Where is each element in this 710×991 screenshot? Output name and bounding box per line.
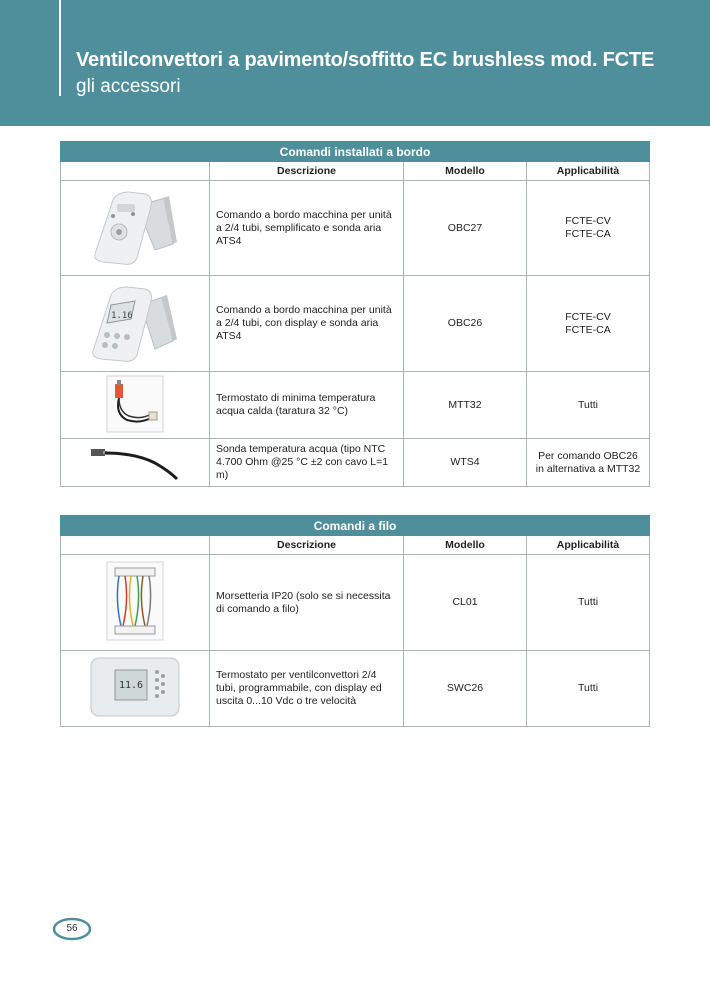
- product-image: [61, 651, 210, 727]
- wall-thermostat-icon: [85, 654, 185, 720]
- row-model: MTT32: [404, 372, 527, 439]
- applicability-line: Tutti: [578, 596, 599, 608]
- row-description: Termostato di minima temperatura acqua calda (taratura 32 °C): [210, 372, 404, 439]
- thermostat-cable-icon: [105, 374, 165, 434]
- product-image: [61, 181, 210, 276]
- row-applicability: [527, 181, 650, 276]
- temperature-probe-icon: [85, 441, 185, 481]
- col-modello: Modello: [404, 536, 527, 555]
- row-applicability: [527, 276, 650, 372]
- col-image: [61, 162, 210, 181]
- product-image: [61, 439, 210, 487]
- applicability-line: Tutti: [578, 682, 599, 694]
- row-description: Sonda temperatura acqua (tipo NTC 4.700 Ohm @25 °C ±2 con cavo L=1 m): [210, 439, 404, 487]
- row-applicability: [527, 439, 650, 487]
- control-panel-display-icon: [85, 279, 185, 365]
- table-row: [61, 372, 650, 439]
- display-readout: 1.16: [111, 311, 133, 321]
- product-image: [61, 555, 210, 651]
- row-description: Comando a bordo macchina per unità a 2/4 tubi, semplificato e sonda aria ATS4: [210, 181, 404, 276]
- row-model: OBC26: [404, 276, 527, 372]
- wired-controls-table: [60, 515, 650, 727]
- row-description: Comando a bordo macchina per unità a 2/4 tubi, con display e sonda aria ATS4: [210, 276, 404, 372]
- applicability-line: FCTE-CA: [565, 323, 611, 336]
- row-description: Morsetteria IP20 (solo se si necessita di comando a filo): [210, 555, 404, 651]
- table-row: [61, 651, 650, 727]
- row-model: SWC26: [404, 651, 527, 727]
- table-row: [61, 555, 650, 651]
- row-model: OBC27: [404, 181, 527, 276]
- applicability-line: Tutti: [577, 398, 599, 411]
- row-description: Termostato per ventilconvettori 2/4 tubi, programmabile, con display ed uscita 0...10 Vdc o tre velocità: [210, 651, 404, 727]
- applicability-line: FCTE-CA: [565, 228, 611, 240]
- col-descrizione: Descrizione: [210, 536, 404, 555]
- control-panel-simple-icon: [85, 184, 185, 270]
- table-row: [61, 181, 650, 276]
- col-descrizione: Descrizione: [210, 162, 404, 181]
- page-number: 56: [66, 923, 78, 934]
- row-model: WTS4: [404, 439, 527, 487]
- row-applicability: [527, 555, 650, 651]
- applicability-line: in alternativa a MTT32: [535, 462, 641, 475]
- product-image: [61, 372, 210, 439]
- row-model: CL01: [404, 555, 527, 651]
- table-band-title: Comandi installati a bordo: [61, 142, 650, 162]
- col-modello: Modello: [404, 162, 527, 181]
- table-band-title: Comandi a filo: [61, 516, 650, 536]
- col-applicabilita: Applicabilità: [527, 162, 650, 181]
- table-row: [61, 276, 650, 372]
- terminal-block-icon: [105, 560, 165, 642]
- page-title: Ventilconvettori a pavimento/soffitto EC brushless mod. FCTE: [76, 49, 655, 71]
- product-image: [61, 276, 210, 372]
- applicability-line: FCTE-CV: [565, 215, 611, 227]
- header-divider: [59, 0, 61, 96]
- row-applicability: [527, 372, 650, 439]
- onboard-controls-table: [60, 141, 650, 487]
- page-subtitle: gli accessori: [76, 76, 181, 97]
- applicability-line: Per comando OBC26: [538, 449, 638, 462]
- table-row: [61, 439, 650, 487]
- col-applicabilita: Applicabilità: [527, 536, 650, 555]
- applicability-line: FCTE-CV: [565, 310, 611, 323]
- col-image: [61, 536, 210, 555]
- row-applicability: [527, 651, 650, 727]
- page-header: [0, 0, 710, 126]
- thermostat-readout: 11.6: [119, 680, 144, 691]
